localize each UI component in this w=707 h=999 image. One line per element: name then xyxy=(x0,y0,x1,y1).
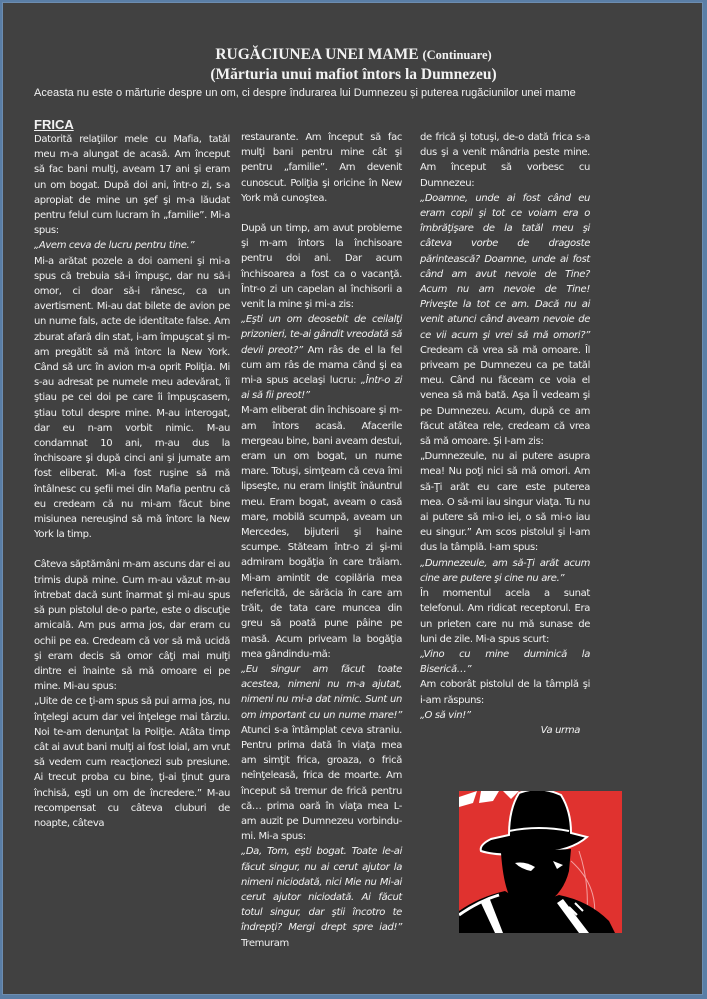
paragraph xyxy=(420,191,590,449)
quote-text: „Vino cu mine duminică la Biserică…” xyxy=(420,648,590,676)
quote xyxy=(420,556,590,586)
title-note: (Continuare) xyxy=(422,48,492,62)
paragraph: de frică şi totuşi, de-o dată frica s-a dus şi a venit mândria peste mine. Am început să vorbesc cu Dumnezeu: xyxy=(420,132,590,189)
lead-text: Aceasta nu este o mărturie despre un om, ci despre îndurarea lui Dumnezeu și puterea rugăciunilor unei mame xyxy=(34,87,576,99)
title-main: RUGĂCIUNEA UNEI MAME xyxy=(215,46,419,63)
closing-text: Va urma xyxy=(540,724,580,736)
paragraph: „Dumnezeule, nu ai putere asupra mea! Nu poţi nici să mă omori. Am să-Ţi arăt eu care este puterea mea. O să-mi iau singur viaţa. Tu nu ai putere să mi-o iei, o să mi-o iau eu singur.” Am scos pistolul şi l-am dus la tâmplă. I-am spus: xyxy=(420,451,590,554)
gangster-illustration xyxy=(459,791,622,933)
paragraph: „Uite de ce ţi-am spus să pui arma jos, nu înţelegi acum dar vei înţelege mai târziu. Noi te-am denunţat la Poliţie. Atâta timp cât ai avut bani mulţi ai fost loial, am vrut să vedem cum reacţionezi sub presiune. Ai trecut proba cu bine, ţi-ai ţinut gura închisă, eşti un om de încredere.” M-au recompensat cu câteva cluburi de noapte, câteva xyxy=(34,696,230,829)
paragraph: M-am eliberat din închisoare şi m-am întors acasă. Afacerile mergeau bine, bani aveam destui, eram un om bogat, un nume mare. Totuşi, simţeam că ceva îmi lipseşte, nu eram liniştit înăuntrul meu. Eram bogat, aveam o casă mare, mobilă scumpă, aveam un Mercedes, bijuterii şi haine scumpe. Stăteam într-o zi şi-mi admiram bogăţia în care trăiam. Mi-am amintit de copilăria mea nefericită, de sărăcia în care am trăit, de tata care muncea din greu să poată pune pâine pe masă. Acum priveam la bogăţia mea gândindu-mă: xyxy=(241,405,402,660)
paragraph xyxy=(241,662,402,844)
quote-text: „Da, Tom, eşti bogat. Toate le-ai făcut singur, nu ai cerut ajutor la nimeni niciodată, nici Mie nu Mi-ai cerut ajutor niciodată. Ai făcut totul singur, dar ştii încotro te îndrepţi? Mergi drept spre iad!” xyxy=(241,846,402,934)
text: Atunci s-a întâmplat ceva straniu. Pentru prima dată în viaţa mea am simţit frica, groaza, o frică neînţeleasă, frica de moarte. Am început să tremur de frică pentru că… prima oară în viaţa mea L-am auzit pe Dumnezeu vorbindu-mi. Mi-a spus: xyxy=(241,724,402,843)
quote-text: „Într-o zi ai să fii preot!” xyxy=(241,375,403,402)
quote-text: „Avem ceva de lucru pentru tine.” xyxy=(34,240,195,252)
paragraph: Datorită relaţiilor mele cu Mafia, tatăl meu m-a alungat de acasă. Am început să fac bani mulţi, aveam 17 ani şi eram un om bogat. După doi ani, într-o zi, s-a apropiat de mine un şef şi m-a lăudat pentru felul cum lucram în „familie”. Mi-a spus: xyxy=(34,134,230,237)
quote-text: „Doamne, unde ai fost când eu eram copil şi tot ce voiam era o îmbrăţişare de la tatăl meu şi câteva vorbe de dragoste părintească? Doamne, unde ai fost când am avut nevoie de Tine? Acum nu am nevoie de Tine! Priveşte la tot ce am. Dacă nu ai venit atunci când aveam nevoie de ce vii acum şi vrei să mă omori?” xyxy=(420,192,590,341)
gangster-in-fedora-icon xyxy=(459,791,622,933)
quote-text: „Dumnezeule, am să-Ţi arăt acum cine are putere şi cine nu are.” xyxy=(420,557,590,584)
document-page xyxy=(2,2,703,995)
text: Tremuram xyxy=(241,937,289,949)
paragraph: După un timp, am avut probleme şi m-am întors la închisoare pentru doi ani. Dar acum închisoarea a fost ca o vacanţă. Într-o zi un capelan al închisorii a venit la mine şi mi-a zis: xyxy=(241,223,402,311)
page-title xyxy=(3,45,704,65)
paragraph: Câteva săptămâni m-am ascuns dar ei au trimis după mine. Cum m-au văzut m-au întrebat dacă sunt înarmat şi mi-au spus să pun pistolul de-o parte, este o discuţie amicală. Am pus arma jos, dar eram cu ochii pe ea. Credeam că vor să mă ucidă şi eram decis să omor câţi mai mulţi dintre ei înainte să mă omoare ei pe mine. Mi-au spus: xyxy=(34,559,230,693)
paragraph: restaurante. Am început să fac mulţi bani pentru mine cât şi pentru „familie”. Am devenit cunoscut. Poliţia şi oricine în New York mă cunoştea. xyxy=(241,132,402,204)
paragraph: Mi-a arătat pozele a doi oameni şi mi-a spus că trebuia să-i împuşc, dar nu să-i omor, ci doar să-i rănesc, ca un avertisment. Mi-au dat bilete de avion pe un nume fals, acte de identitate false. Am zburat afară din stat, i-am împuşcat şi m-am pregătit să mă întorc la New York. Când să urc în avion m-a oprit Poliţia. Mi s-au adresat pe numele meu adevărat, îi ştiau pe cei doi pe care îi împuşcasem, ştiau totul despre mine. M-au interogat, dar eu n-am vorbit nimic. M-au condamnat 10 ani, m-au dus la închisoare şi după cinci ani şi jumate am fost eliberat. Mi-a fost ruşine să mă întâlnesc cu şefii mei din Mafia pentru că eu credeam că nu mi-am făcut bine misiunea nereuşind să mă întorc la New York la timp. xyxy=(34,255,230,541)
quote xyxy=(34,238,230,253)
paragraph xyxy=(241,312,402,403)
column-1 xyxy=(34,117,230,831)
to-be-continued xyxy=(420,723,590,738)
page-subtitle: (Mărturia unui mafiot întors la Dumnezeu) xyxy=(210,66,497,83)
paragraph xyxy=(241,844,402,950)
text: Credeam că vrea să mă omoare. Îl priveam pe Dumnezeu ca pe tatăl meu. Când nu făceam ce voia el venea să mă bată. Aşa Îl vedeam şi pe Dumnezeu. Acum, după ce am făcut atâtea rele, credeam că vrea să mă omoare. Şi I-am zis: xyxy=(420,344,590,448)
text: Am râs de el la fel cum am râs de mama când şi ea mi-a spus acelaşi lucru: xyxy=(241,344,402,387)
quote xyxy=(420,708,590,723)
column-3 xyxy=(420,130,590,738)
section-heading: FRICA xyxy=(34,117,74,132)
quote-text: „Eşti un om deosebit de ceilalţi prizonieri, te-ai gândit vreodată să devii preot?” xyxy=(241,314,402,356)
paragraph: În momentul acela a sunat telefonul. Am ridicat receptorul. Era un prieten care nu mă sunase de luni de zile. Mi-a spus scurt: xyxy=(420,588,590,645)
quote-text: „Eu singur am făcut toate acestea, nimeni nu m-a ajutat, nimeni nu mi-a dat nimic. Sunt un om important cu un nume mare!” xyxy=(241,663,402,721)
quote-text: „O să vin!” xyxy=(420,709,471,721)
column-2 xyxy=(241,130,402,951)
quote xyxy=(420,647,590,677)
paragraph: Am coborât pistolul de la tâmplă şi i-am răspuns: xyxy=(420,679,590,706)
